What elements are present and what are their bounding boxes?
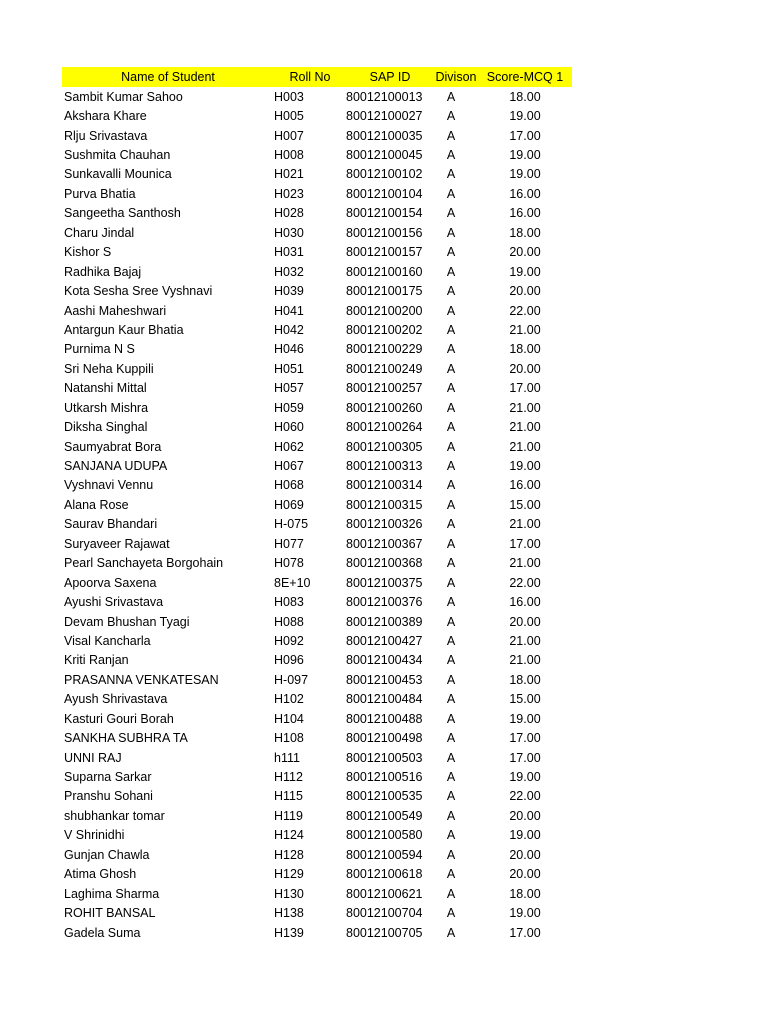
- sap-id-cell: 80012100427: [346, 633, 423, 648]
- division-cell: A: [446, 789, 456, 804]
- roll-no-cell: H078: [274, 556, 304, 571]
- division-cell: A: [446, 206, 456, 221]
- header-division: Divison: [435, 70, 477, 84]
- score-cell: 16.00: [509, 595, 541, 610]
- division-cell: A: [446, 381, 456, 396]
- student-name-cell: Apoorva Saxena: [64, 575, 157, 590]
- roll-no-cell: H138: [274, 906, 304, 921]
- sap-id-cell: 80012100368: [346, 556, 423, 571]
- student-name-cell: Diksha Singhal: [64, 420, 148, 435]
- student-name-cell: Sri Neha Kuppili: [64, 361, 154, 376]
- roll-no-cell: H008: [274, 148, 304, 163]
- student-name-cell: Kriti Ranjan: [64, 653, 129, 668]
- roll-no-cell: H028: [274, 206, 304, 221]
- student-name-cell: Visal Kancharla: [64, 633, 151, 648]
- division-cell: A: [446, 109, 456, 124]
- student-name-cell: shubhankar tomar: [64, 808, 165, 823]
- division-cell: A: [446, 303, 456, 318]
- score-cell: 21.00: [509, 439, 541, 454]
- roll-no-cell: H102: [274, 692, 304, 707]
- table-row: [62, 243, 572, 262]
- table-row: [62, 398, 572, 417]
- student-name-cell: Pranshu Sohani: [64, 789, 153, 804]
- student-name-cell: SANKHA SUBHRA TA: [64, 731, 188, 746]
- division-cell: A: [446, 264, 456, 279]
- division-cell: A: [446, 89, 456, 104]
- score-cell: 20.00: [509, 284, 541, 299]
- score-cell: 20.00: [509, 847, 541, 862]
- student-name-cell: Suryaveer Rajawat: [64, 536, 170, 551]
- table-row: [62, 417, 572, 436]
- roll-no-cell: H007: [274, 128, 304, 143]
- score-cell: 21.00: [509, 420, 541, 435]
- sap-id-cell: 80012100375: [346, 575, 423, 590]
- score-cell: 20.00: [509, 867, 541, 882]
- division-cell: A: [446, 925, 456, 940]
- student-name-cell: Kishor S: [64, 245, 112, 260]
- roll-no-cell: 8E+10: [274, 575, 311, 590]
- roll-no-cell: H023: [274, 186, 304, 201]
- table-row: [62, 554, 572, 573]
- roll-no-cell: H039: [274, 284, 304, 299]
- roll-no-cell: H077: [274, 536, 304, 551]
- table-row: [62, 204, 572, 223]
- score-cell: 20.00: [509, 361, 541, 376]
- roll-no-cell: H112: [274, 770, 303, 785]
- division-cell: A: [446, 653, 456, 668]
- sap-id-cell: 80012100013: [346, 89, 423, 104]
- score-cell: 22.00: [509, 789, 541, 804]
- table-row: [62, 87, 572, 106]
- sap-id-cell: 80012100705: [346, 925, 423, 940]
- roll-no-cell: h111: [274, 750, 300, 765]
- student-name-cell: Sunkavalli Mounica: [64, 167, 172, 182]
- sap-id-cell: 80012100618: [346, 867, 423, 882]
- sap-id-cell: 80012100264: [346, 420, 423, 435]
- division-cell: A: [446, 284, 456, 299]
- header-sap-id: SAP ID: [369, 70, 411, 84]
- sap-id-cell: 80012100580: [346, 828, 423, 843]
- table-row: [62, 592, 572, 611]
- roll-no-cell: H030: [274, 225, 304, 240]
- table-row: [62, 145, 572, 164]
- student-name-cell: Pearl Sanchayeta Borgohain: [64, 556, 224, 571]
- score-cell: 17.00: [509, 128, 541, 143]
- student-name-cell: UNNI RAJ: [64, 750, 122, 765]
- table-row: [62, 281, 572, 300]
- roll-no-cell: H129: [274, 867, 304, 882]
- sap-id-cell: 80012100229: [346, 342, 423, 357]
- header-roll-no: Roll No: [289, 70, 331, 84]
- sap-id-cell: 80012100313: [346, 459, 423, 474]
- table-row: [62, 728, 572, 747]
- roll-no-cell: H128: [274, 847, 304, 862]
- score-cell: 21.00: [509, 322, 541, 337]
- division-cell: A: [446, 322, 456, 337]
- roll-no-cell: H119: [274, 808, 303, 823]
- table-row: [62, 437, 572, 456]
- roll-no-cell: H060: [274, 420, 304, 435]
- sap-id-cell: 80012100202: [346, 322, 423, 337]
- division-cell: A: [446, 808, 456, 823]
- table-row: [62, 126, 572, 145]
- roll-no-cell: H021: [274, 167, 304, 182]
- roll-no-cell: H092: [274, 633, 304, 648]
- score-cell: 21.00: [509, 400, 541, 415]
- division-cell: A: [446, 867, 456, 882]
- table-row: [62, 165, 572, 184]
- table-row: [62, 670, 572, 689]
- score-cell: 15.00: [509, 497, 541, 512]
- student-name-cell: Aashi Maheshwari: [64, 303, 167, 318]
- sap-id-cell: 80012100389: [346, 614, 423, 629]
- sap-id-cell: 80012100104: [346, 186, 423, 201]
- division-cell: A: [446, 886, 456, 901]
- sap-id-cell: 80012100157: [346, 245, 423, 260]
- table-row: [62, 806, 572, 825]
- score-cell: 15.00: [509, 692, 541, 707]
- division-cell: A: [446, 731, 456, 746]
- sap-id-cell: 80012100498: [346, 731, 423, 746]
- table-row: [62, 826, 572, 845]
- score-cell: 19.00: [509, 167, 541, 182]
- sap-id-cell: 80012100516: [346, 770, 423, 785]
- sap-id-cell: 80012100453: [346, 672, 423, 687]
- division-cell: A: [446, 770, 456, 785]
- student-name-cell: Gunjan Chawla: [64, 847, 150, 862]
- student-name-cell: Rlju Srivastava: [64, 128, 148, 143]
- roll-no-cell: H104: [274, 711, 304, 726]
- roll-no-cell: H139: [274, 925, 304, 940]
- roll-no-cell: H067: [274, 459, 304, 474]
- division-cell: A: [446, 225, 456, 240]
- division-cell: A: [446, 497, 456, 512]
- score-cell: 16.00: [509, 478, 541, 493]
- sap-id-cell: 80012100160: [346, 264, 423, 279]
- table-row: [62, 767, 572, 786]
- score-cell: 17.00: [509, 925, 541, 940]
- student-name-cell: Utkarsh Mishra: [64, 400, 149, 415]
- roll-no-cell: H041: [274, 303, 304, 318]
- sap-id-cell: 80012100594: [346, 847, 423, 862]
- table-row: [62, 301, 572, 320]
- division-cell: A: [446, 478, 456, 493]
- division-cell: A: [446, 614, 456, 629]
- division-cell: A: [446, 128, 456, 143]
- sap-id-cell: 80012100434: [346, 653, 423, 668]
- score-cell: 21.00: [509, 517, 541, 532]
- division-cell: A: [446, 148, 456, 163]
- division-cell: A: [446, 167, 456, 182]
- roll-no-cell: H-075: [274, 517, 309, 532]
- sap-id-cell: 80012100704: [346, 906, 423, 921]
- student-name-cell: Antargun Kaur Bhatia: [64, 322, 184, 337]
- score-table: [62, 67, 572, 942]
- student-name-cell: Devam Bhushan Tyagi: [64, 614, 190, 629]
- table-row: [62, 748, 572, 767]
- division-cell: A: [446, 711, 456, 726]
- division-cell: A: [446, 633, 456, 648]
- score-cell: 20.00: [509, 808, 541, 823]
- table-row: [62, 903, 572, 922]
- score-cell: 18.00: [509, 225, 541, 240]
- student-name-cell: Alana Rose: [64, 497, 129, 512]
- table-row: [62, 651, 572, 670]
- division-cell: A: [446, 847, 456, 862]
- sap-id-cell: 80012100314: [346, 478, 423, 493]
- division-cell: A: [446, 828, 456, 843]
- roll-no-cell: H115: [274, 789, 303, 804]
- sap-id-cell: 80012100503: [346, 750, 423, 765]
- score-cell: 20.00: [509, 614, 541, 629]
- roll-no-cell: H-097: [274, 672, 309, 687]
- roll-no-cell: H096: [274, 653, 304, 668]
- score-cell: 18.00: [509, 89, 541, 104]
- table-body: [62, 87, 572, 942]
- score-cell: 20.00: [509, 245, 541, 260]
- division-cell: A: [446, 750, 456, 765]
- sap-id-cell: 80012100326: [346, 517, 423, 532]
- score-cell: 18.00: [509, 672, 541, 687]
- student-name-cell: ROHIT BANSAL: [64, 906, 156, 921]
- roll-no-cell: H083: [274, 595, 304, 610]
- student-name-cell: Purva Bhatia: [64, 186, 136, 201]
- student-name-cell: Ayushi Srivastava: [64, 595, 164, 610]
- table-row: [62, 709, 572, 728]
- division-cell: A: [446, 692, 456, 707]
- header-name: Name of Student: [121, 70, 215, 84]
- score-cell: 19.00: [509, 828, 541, 843]
- student-name-cell: Atima Ghosh: [64, 867, 137, 882]
- sap-id-cell: 80012100027: [346, 109, 423, 124]
- student-name-cell: Saumyabrat Bora: [64, 439, 162, 454]
- sap-id-cell: 80012100488: [346, 711, 423, 726]
- roll-no-cell: H108: [274, 731, 304, 746]
- division-cell: A: [446, 420, 456, 435]
- header-row: [62, 67, 572, 87]
- score-cell: 22.00: [509, 303, 541, 318]
- table-row: [62, 320, 572, 339]
- sap-id-cell: 80012100315: [346, 497, 423, 512]
- score-cell: 21.00: [509, 556, 541, 571]
- sap-id-cell: 80012100367: [346, 536, 423, 551]
- student-name-cell: Kasturi Gouri Borah: [64, 711, 174, 726]
- division-cell: A: [446, 342, 456, 357]
- table-row: [62, 923, 572, 942]
- table-row: [62, 612, 572, 631]
- roll-no-cell: H032: [274, 264, 304, 279]
- table-row: [62, 495, 572, 514]
- student-name-cell: Akshara Khare: [64, 109, 147, 124]
- student-name-cell: V Shrinidhi: [64, 828, 125, 843]
- roll-no-cell: H068: [274, 478, 304, 493]
- score-cell: 18.00: [509, 886, 541, 901]
- score-cell: 17.00: [509, 536, 541, 551]
- division-cell: A: [446, 556, 456, 571]
- student-name-cell: Purnima N S: [64, 342, 135, 357]
- roll-no-cell: H042: [274, 322, 304, 337]
- division-cell: A: [446, 361, 456, 376]
- sap-id-cell: 80012100535: [346, 789, 423, 804]
- score-cell: 19.00: [509, 770, 541, 785]
- table-row: [62, 456, 572, 475]
- score-cell: 17.00: [509, 731, 541, 746]
- division-cell: A: [446, 595, 456, 610]
- student-name-cell: Sushmita Chauhan: [64, 148, 171, 163]
- sap-id-cell: 80012100305: [346, 439, 423, 454]
- student-name-cell: Suparna Sarkar: [64, 770, 152, 785]
- student-name-cell: Charu Jindal: [64, 225, 135, 240]
- sap-id-cell: 80012100621: [346, 886, 423, 901]
- roll-no-cell: H059: [274, 400, 304, 415]
- score-cell: 21.00: [509, 653, 541, 668]
- sap-id-cell: 80012100045: [346, 148, 423, 163]
- header-score: Score-MCQ 1: [486, 70, 564, 84]
- sap-id-cell: 80012100376: [346, 595, 423, 610]
- roll-no-cell: H046: [274, 342, 304, 357]
- table-row: [62, 476, 572, 495]
- sap-id-cell: 80012100249: [346, 361, 423, 376]
- roll-no-cell: H130: [274, 886, 304, 901]
- roll-no-cell: H005: [274, 109, 304, 124]
- student-name-cell: Saurav Bhandari: [64, 517, 158, 532]
- student-name-cell: Sambit Kumar Sahoo: [64, 89, 183, 104]
- sap-id-cell: 80012100200: [346, 303, 423, 318]
- table-row: [62, 184, 572, 203]
- sap-id-cell: 80012100257: [346, 381, 423, 396]
- division-cell: A: [446, 536, 456, 551]
- score-cell: 17.00: [509, 750, 541, 765]
- score-cell: 21.00: [509, 633, 541, 648]
- division-cell: A: [446, 672, 456, 687]
- score-cell: 16.00: [509, 186, 541, 201]
- division-cell: A: [446, 439, 456, 454]
- sap-id-cell: 80012100484: [346, 692, 423, 707]
- student-name-cell: Ayush Shrivastava: [64, 692, 168, 707]
- table-row: [62, 515, 572, 534]
- student-name-cell: Gadela Suma: [64, 925, 141, 940]
- student-name-cell: Sangeetha Santhosh: [64, 206, 181, 221]
- score-cell: 19.00: [509, 148, 541, 163]
- table-row: [62, 884, 572, 903]
- sap-id-cell: 80012100260: [346, 400, 423, 415]
- division-cell: A: [446, 906, 456, 921]
- table-row: [62, 379, 572, 398]
- student-name-cell: PRASANNA VENKATESAN: [64, 672, 219, 687]
- score-cell: 17.00: [509, 381, 541, 396]
- sap-id-cell: 80012100154: [346, 206, 423, 221]
- roll-no-cell: H031: [274, 245, 304, 260]
- division-cell: A: [446, 459, 456, 474]
- roll-no-cell: H124: [274, 828, 304, 843]
- table-row: [62, 262, 572, 281]
- table-row: [62, 223, 572, 242]
- table-row: [62, 690, 572, 709]
- table-row: [62, 865, 572, 884]
- sap-id-cell: 80012100102: [346, 167, 423, 182]
- division-cell: A: [446, 517, 456, 532]
- score-cell: 19.00: [509, 109, 541, 124]
- student-name-cell: SANJANA UDUPA: [64, 459, 168, 474]
- table-row: [62, 534, 572, 553]
- student-name-cell: Natanshi Mittal: [64, 381, 147, 396]
- score-cell: 19.00: [509, 906, 541, 921]
- table-row: [62, 787, 572, 806]
- student-name-cell: Laghima Sharma: [64, 886, 160, 901]
- roll-no-cell: H062: [274, 439, 304, 454]
- roll-no-cell: H051: [274, 361, 304, 376]
- table-row: [62, 359, 572, 378]
- roll-no-cell: H069: [274, 497, 304, 512]
- student-name-cell: Vyshnavi Vennu: [64, 478, 154, 493]
- table-row: [62, 573, 572, 592]
- table-row: [62, 631, 572, 650]
- roll-no-cell: H057: [274, 381, 304, 396]
- score-cell: 19.00: [509, 711, 541, 726]
- sap-id-cell: 80012100156: [346, 225, 423, 240]
- sap-id-cell: 80012100549: [346, 808, 423, 823]
- division-cell: A: [446, 245, 456, 260]
- student-name-cell: Radhika Bajaj: [64, 264, 142, 279]
- score-cell: 22.00: [509, 575, 541, 590]
- score-cell: 16.00: [509, 206, 541, 221]
- score-cell: 18.00: [509, 342, 541, 357]
- sap-id-cell: 80012100175: [346, 284, 423, 299]
- division-cell: A: [446, 400, 456, 415]
- sap-id-cell: 80012100035: [346, 128, 423, 143]
- division-cell: A: [446, 575, 456, 590]
- score-cell: 19.00: [509, 459, 541, 474]
- roll-no-cell: H088: [274, 614, 304, 629]
- score-cell: 19.00: [509, 264, 541, 279]
- table-row: [62, 845, 572, 864]
- table-row: [62, 106, 572, 125]
- student-name-cell: Kota Sesha Sree Vyshnavi: [64, 284, 213, 299]
- table-row: [62, 340, 572, 359]
- division-cell: A: [446, 186, 456, 201]
- roll-no-cell: H003: [274, 89, 304, 104]
